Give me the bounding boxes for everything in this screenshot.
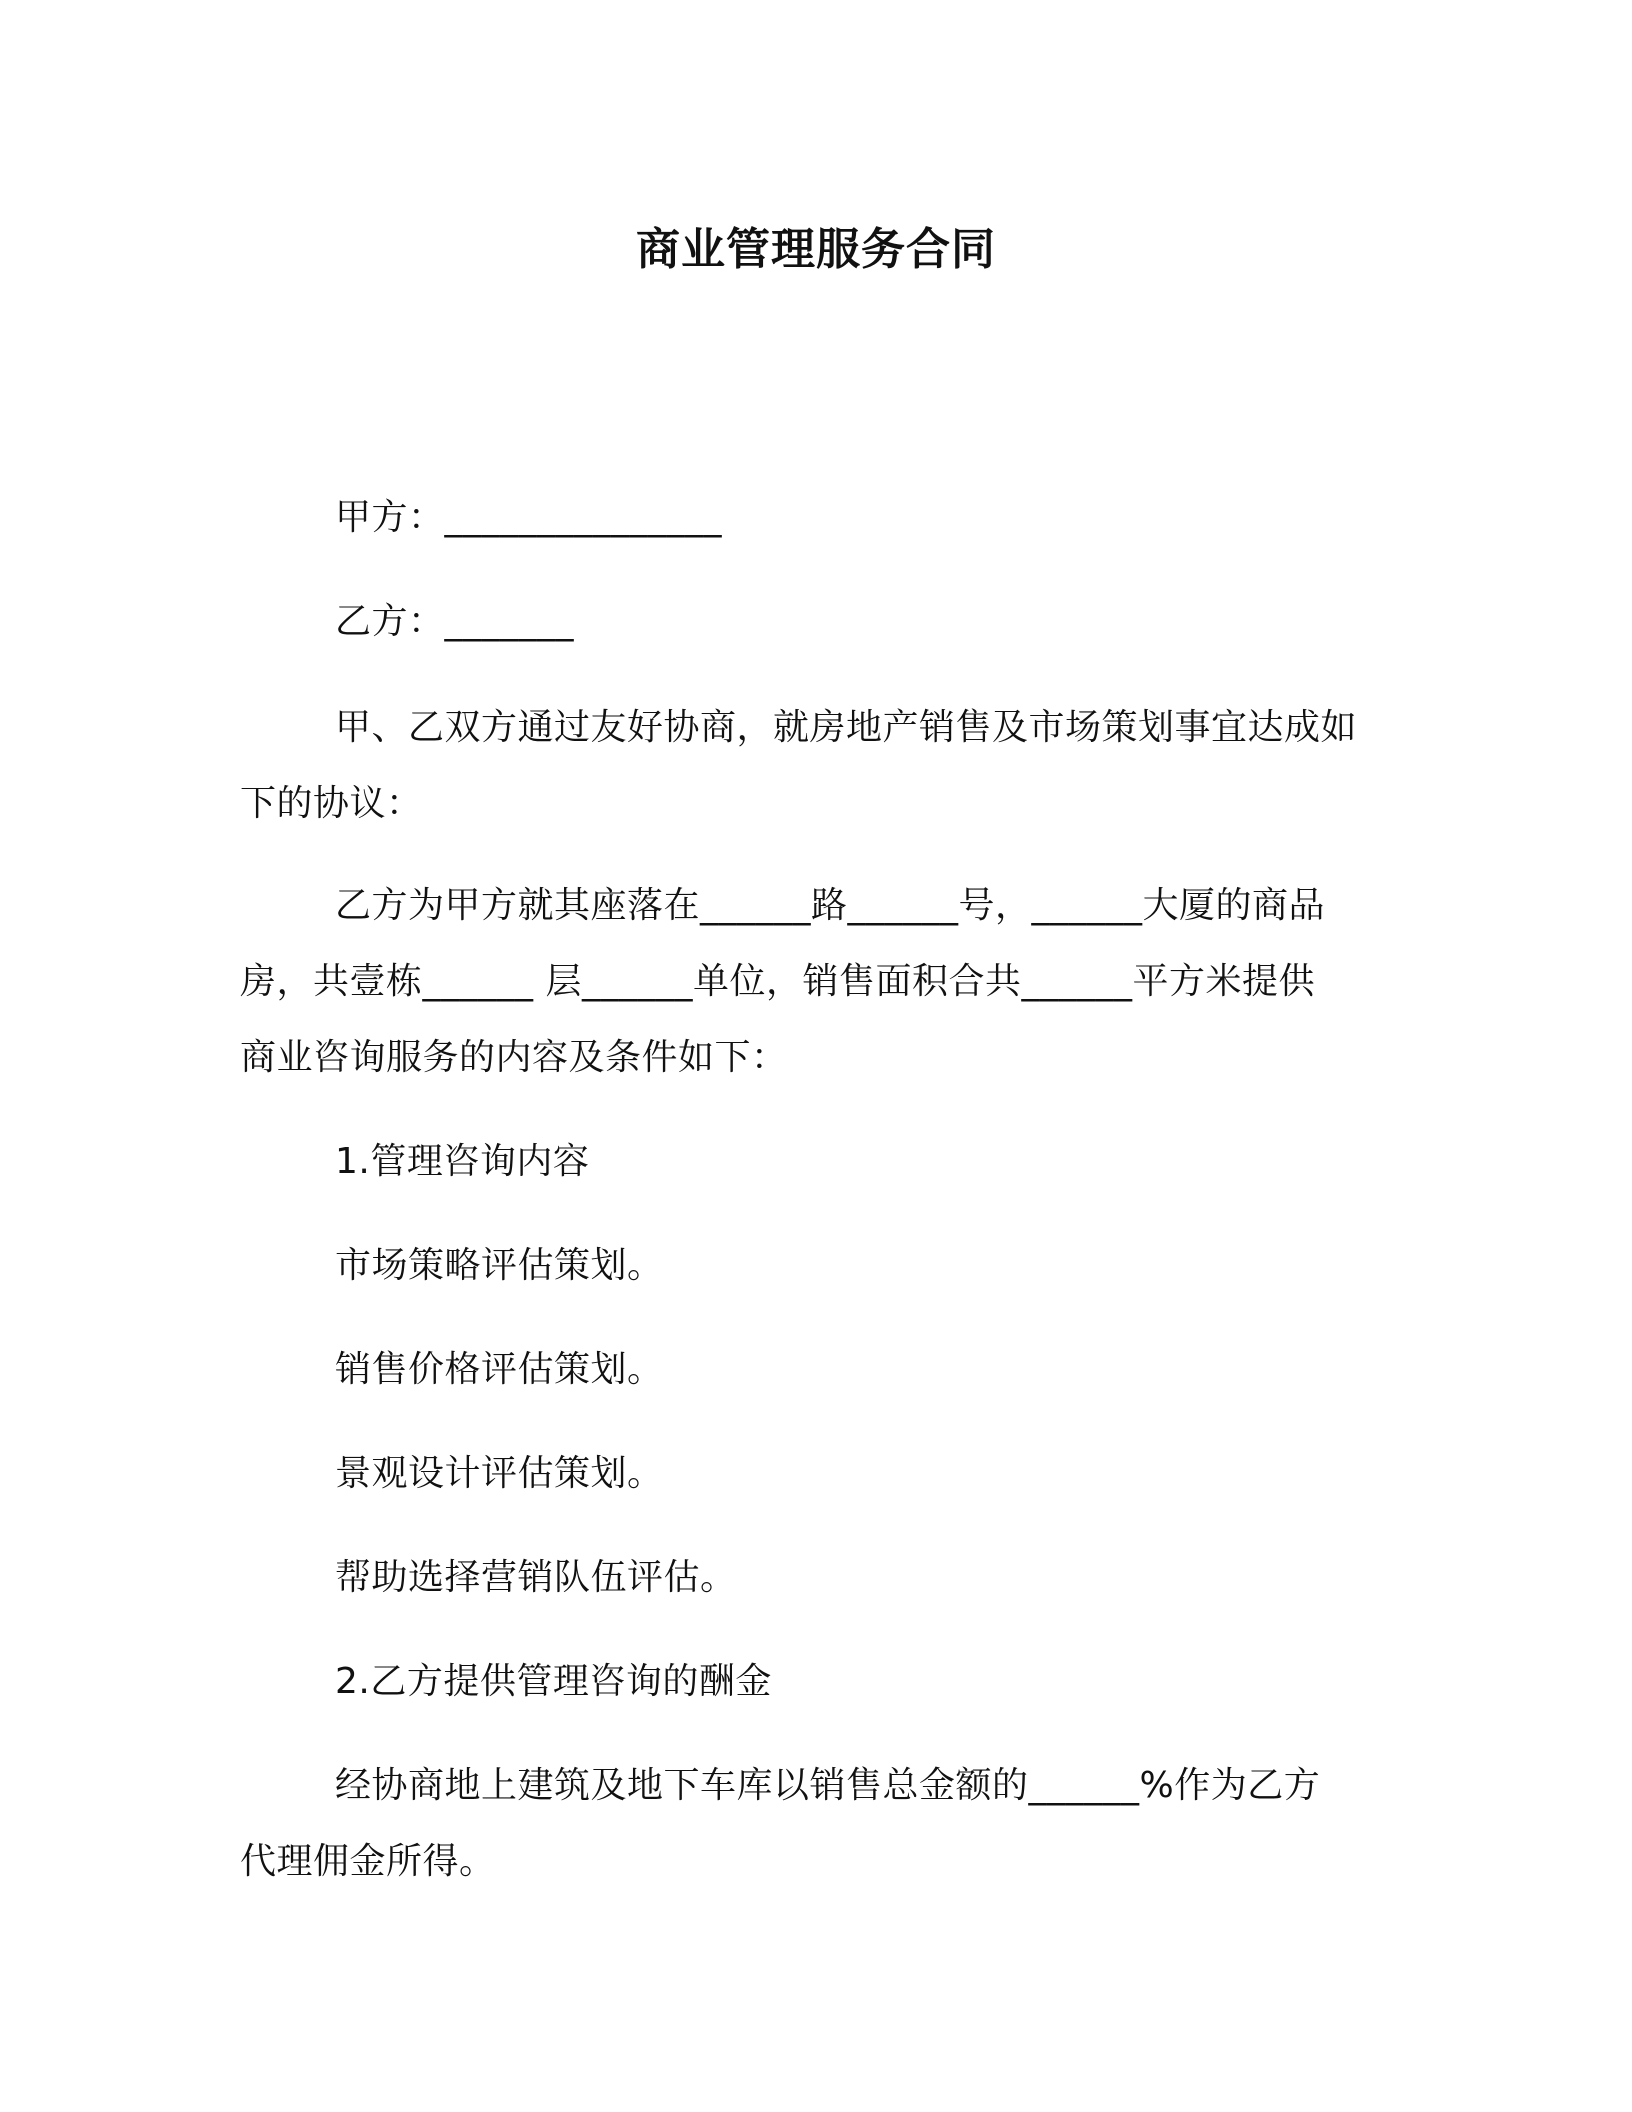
list-item: 景观设计评估策划。 xyxy=(335,1453,664,1494)
intro-paragraph-line-2: 下的协议： xyxy=(240,783,423,824)
fee-paragraph-line-1: 经协商地上建筑及地下车库以销售总金额的______%作为乙方 xyxy=(335,1765,1321,1806)
party-a-line: 甲方：_______________ xyxy=(335,497,723,538)
scope-paragraph-line-3: 商业咨询服务的内容及条件如下： xyxy=(240,1037,788,1078)
party-b-line: 乙方：_______ xyxy=(335,601,575,642)
list-item: 帮助选择营销队伍评估。 xyxy=(335,1557,737,1598)
scope-paragraph-line-1: 乙方为甲方就其座落在______路______号，______大厦的商品 xyxy=(335,885,1326,926)
list-item: 市场策略评估策划。 xyxy=(335,1245,664,1286)
section-2-heading: 2.乙方提供管理咨询的酬金 xyxy=(335,1661,772,1702)
section-1-heading: 1.管理咨询内容 xyxy=(335,1141,590,1182)
list-item: 销售价格评估策划。 xyxy=(335,1349,664,1390)
intro-paragraph-line-1: 甲、乙双方通过友好协商，就房地产销售及市场策划事宜达成如 xyxy=(335,707,1358,748)
scope-paragraph-line-2: 房，共壹栋______ 层______单位，销售面积合共______平方米提供 xyxy=(240,961,1315,1002)
fee-paragraph-line-2: 代理佣金所得。 xyxy=(240,1841,496,1882)
document-title: 商业管理服务合同 xyxy=(636,224,996,275)
